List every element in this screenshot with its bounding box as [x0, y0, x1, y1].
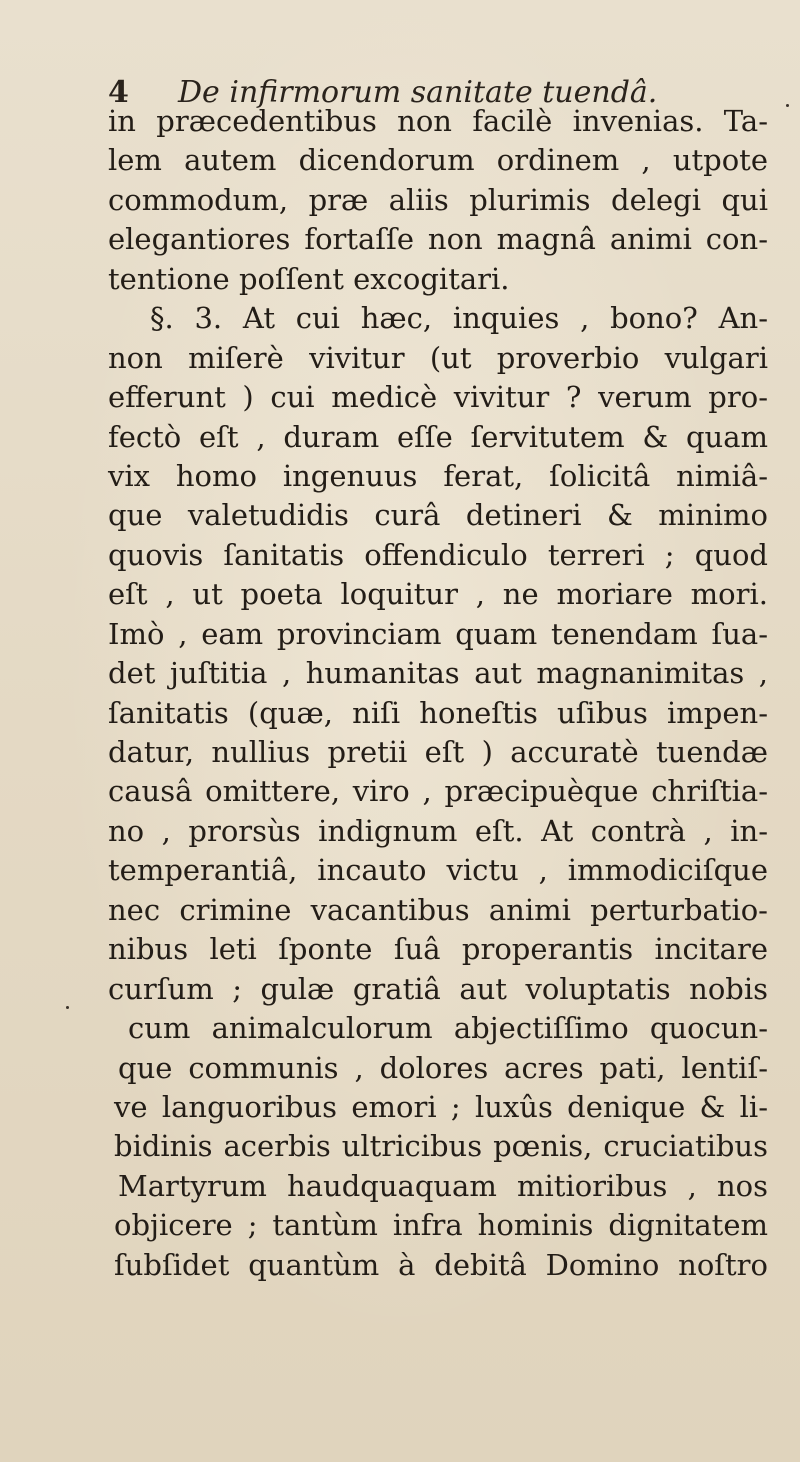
- text-line: bidinis acerbis ultricibus pœnis, cruciatibus: [114, 1129, 768, 1164]
- text-line: quovis ſanitatis offendiculo terreri ; quod: [108, 537, 768, 572]
- text-line: nec crimine vacantibus animi perturbatio-: [108, 892, 768, 927]
- body-text: [108, 102, 768, 1285]
- margin-speck: [66, 1006, 69, 1009]
- text-line: Imò , eam provinciam quam tenendam ſua-: [108, 616, 768, 651]
- text-line: eſt , ut poeta loquitur , ne moriare mori.: [108, 577, 768, 612]
- text-line: causâ omittere, viro , præcipuèque chriſtia-: [108, 774, 768, 809]
- text-line: commodum, præ aliis plurimis delegi qui: [108, 182, 768, 217]
- text-line: objicere ; tantùm infra hominis dignitatem: [114, 1208, 768, 1243]
- text-line: Martyrum haudquaquam mitioribus , nos: [118, 1168, 768, 1203]
- text-line: det juſtitia , humanitas aut magnanimitas ,: [108, 656, 768, 691]
- text-line: non miſerè vivitur (ut proverbio vulgari: [108, 340, 768, 375]
- text-line: cum animalculorum abjectiſſimo quocun-: [128, 1011, 768, 1046]
- text-line: no , prorsùs indignum eſt. At contrà , in-: [108, 813, 768, 848]
- margin-speck: [786, 104, 789, 107]
- text-line: que communis , dolores acres pati, lentiſ-: [118, 1050, 768, 1085]
- text-line: que valetudidis curâ detineri & minimo: [108, 498, 768, 533]
- text-line: lem autem dicendorum ordinem , utpote: [108, 143, 768, 178]
- text-line: datur, nullius pretii eſt ) accuratè tuendæ: [108, 735, 768, 769]
- text-line: in præcedentibus non facilè invenias. Ta-: [108, 104, 768, 138]
- text-line: curſum ; gulæ gratiâ aut voluptatis nobis: [108, 971, 768, 1006]
- text-line: ve languoribus emori ; luxûs denique & li-: [114, 1089, 768, 1124]
- text-line: nibus leti ſponte ſuâ properantis incitare: [108, 932, 768, 967]
- text-line: vix homo ingenuus ferat, ſolicitâ nimiâ-: [108, 458, 768, 493]
- page-number: 4: [108, 75, 129, 110]
- text-line: elegantiores fortaſſe non magnâ animi con-: [108, 222, 768, 257]
- text-line: fectò eſt , duram eſſe ſervitutem & quam: [108, 419, 768, 454]
- text-line: ſubſidet quantùm à debitâ Domino noſtro: [114, 1247, 768, 1282]
- text-line: tentione poſſent excogitari.: [108, 261, 510, 296]
- text-line: efferunt ) cui medicè vivitur ? verum pro-: [108, 380, 768, 415]
- text-line: temperantiâ, incauto victu , immodiciſque: [108, 853, 768, 888]
- text-line: ſanitatis (quæ, niſi honeſtis uſibus impen-: [108, 695, 768, 730]
- text-line: §. 3. At cui hæc, inquies , bono? An-: [150, 301, 768, 336]
- running-title: De infirmorum sanitate tuendâ.: [178, 75, 658, 110]
